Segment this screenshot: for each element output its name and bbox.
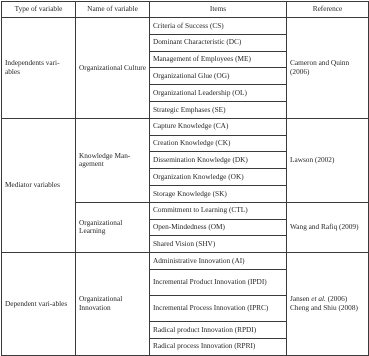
type-cell-independent: Independents vari-ables bbox=[2, 18, 76, 119]
item-cell: Management of Employees (ME) bbox=[150, 51, 287, 68]
header-reference: Reference bbox=[287, 2, 369, 18]
reference-cell-cameron-quinn: Cameron and Quinn (2006) bbox=[287, 18, 369, 119]
header-row bbox=[2, 2, 369, 18]
item-cell: Open-Mindedness (OM) bbox=[150, 219, 287, 236]
item-cell: Commitment to Learning (CTL) bbox=[150, 202, 287, 219]
reference-cell-jansen-cheng bbox=[287, 253, 369, 355]
type-cell-dependent: Dependent vari-ables bbox=[2, 253, 76, 355]
reference-text: Jansen bbox=[290, 294, 312, 304]
item-cell: Capture Knowledge (CA) bbox=[150, 118, 287, 135]
variable-cell-knowledge-management: Knowledge Man-agement bbox=[76, 118, 150, 202]
item-cell: Radical process Innovation (RPRI) bbox=[150, 338, 287, 355]
variables-table bbox=[1, 1, 369, 356]
item-cell: Dissemination Knowledge (DK) bbox=[150, 152, 287, 169]
item-cell: Storage Knowledge (SK) bbox=[150, 185, 287, 202]
item-cell: Incremental Product Innovation (IPDI) bbox=[150, 269, 287, 295]
item-cell: Organization Knowledge (OK) bbox=[150, 169, 287, 186]
table-row bbox=[2, 253, 369, 270]
reference-text: (2006) Cheng and Shiu (2008) bbox=[290, 294, 358, 312]
item-cell: Organizational Leadership (OL) bbox=[150, 85, 287, 102]
reference-et-al: et al. bbox=[311, 294, 326, 304]
table-row bbox=[2, 18, 369, 35]
variable-cell-organizational-learning: Organizational Learning bbox=[76, 202, 150, 252]
item-cell: Organizational Glue (OG) bbox=[150, 68, 287, 85]
item-cell: Strategic Emphases (SE) bbox=[150, 101, 287, 118]
item-cell: Criteria of Success (CS) bbox=[150, 18, 287, 35]
item-cell: Shared Vision (SHV) bbox=[150, 236, 287, 253]
item-cell: Creation Knowledge (CK) bbox=[150, 135, 287, 152]
reference-cell-lawson: Lawson (2002) bbox=[287, 118, 369, 202]
variable-cell-organizational-innovation: Organizational Innovation bbox=[76, 253, 150, 355]
header-items: Items bbox=[150, 2, 287, 18]
header-name-of-variable: Name of variable bbox=[76, 2, 150, 18]
item-cell: Radical product Innovation (RPDI) bbox=[150, 321, 287, 338]
variable-cell-organizational-culture: Organizational Culture bbox=[76, 18, 150, 119]
item-cell: Dominant Characteristic (DC) bbox=[150, 34, 287, 51]
item-cell: Administrative Innovation (AI) bbox=[150, 253, 287, 270]
reference-cell-wang-rafiq: Wang and Rafiq (2009) bbox=[287, 202, 369, 252]
header-type-of-variable: Type of variable bbox=[2, 2, 76, 18]
item-cell: Incremental Process Innovation (IPRC) bbox=[150, 295, 287, 321]
table-row bbox=[2, 118, 369, 135]
type-cell-mediator: Mediator variables bbox=[2, 118, 76, 252]
